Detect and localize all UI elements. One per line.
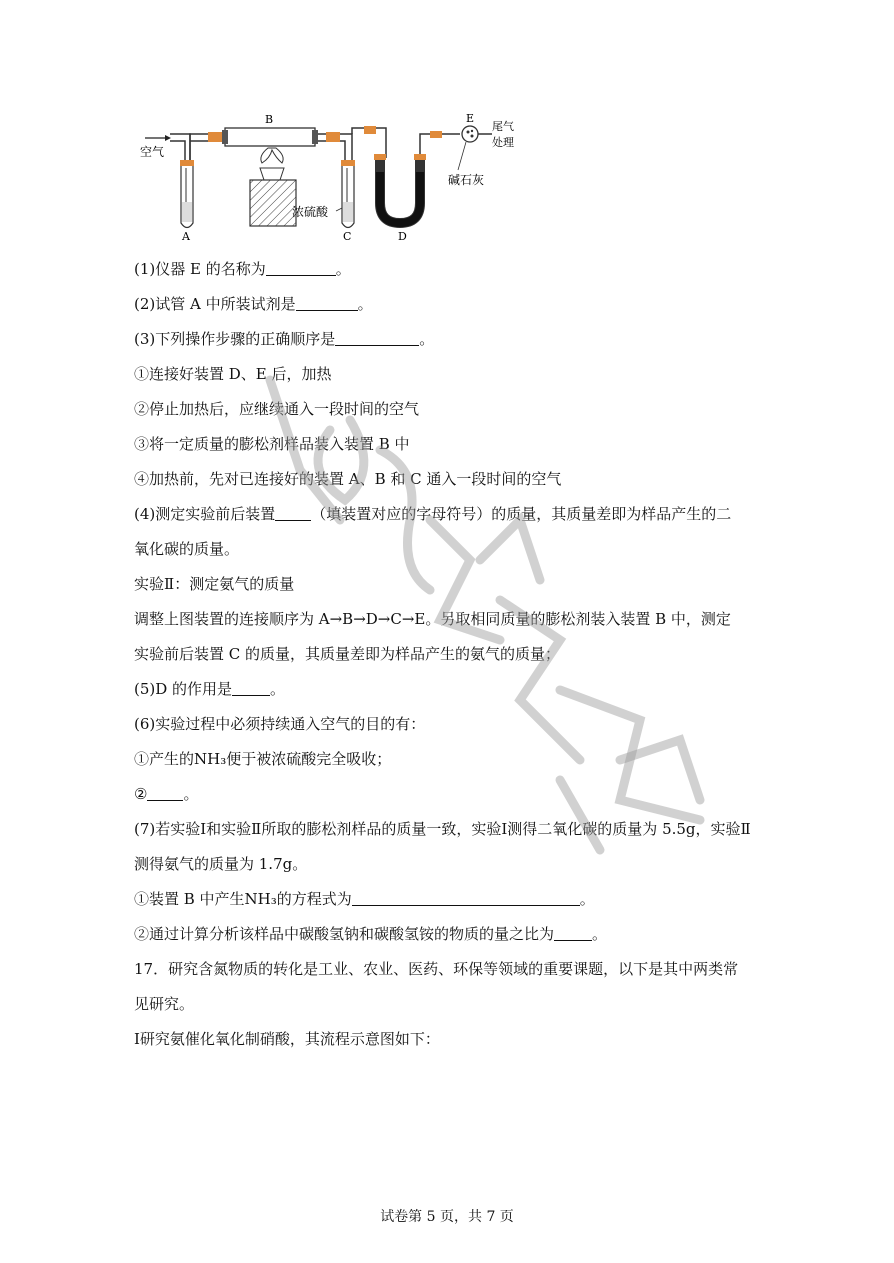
text-line: 氧化碳的质量。 [134,540,240,558]
page-footer: 试卷第 5 页，共 7 页 [380,1209,514,1225]
text-line: 17．研究含氮物质的转化是工业、农业、医药、环保等领域的重要课题，以下是其中两类常 [134,960,739,978]
text-line: ①连接好装置 D、E 后，加热 [134,365,332,383]
text-line: ②停止加热后，应继续通入一段时间的空气 [134,400,420,418]
text-line: ④加热前，先对已连接好的装置 A、B 和 C 通入一段时间的空气 [134,470,562,488]
answer-blank[interactable] [554,923,592,941]
text-line: (2)试管 A 中所装试剂是 。 [134,295,373,313]
text-line: ③将一定质量的膨松剂样品装入装置 B 中 [134,435,410,453]
label-C: C [343,230,352,243]
answer-blank[interactable] [147,783,183,801]
text-line: ①产生的NH₃便于被浓硫酸完全吸收； [134,750,392,768]
soda-lime-label: 碱石灰 [448,173,485,187]
text-line: Ⅰ研究氨催化氧化制硝酸，其流程示意图如下： [134,1030,440,1048]
text-line: ② 。 [134,785,199,803]
text-line: 见研究。 [134,995,195,1013]
answer-blank[interactable] [232,678,270,696]
question-text [134,252,774,1057]
text-line: 测得氨气的质量为 1.7g。 [134,855,308,873]
tail-gas-label-1: 尾气 [492,120,514,133]
answer-blank[interactable] [275,503,311,521]
answer-blank[interactable] [296,293,358,311]
tail-gas-label-2: 处理 [492,136,514,149]
answer-blank[interactable] [335,328,419,346]
label-B: B [265,113,274,126]
text-line: 实验前后装置 C 的质量，其质量差即为样品产生的氨气的质量； [134,645,561,663]
text-line: (7)若实验Ⅰ和实验Ⅱ所取的膨松剂样品的质量一致，实验Ⅰ测得二氧化碳的质量为 5.5g，实验Ⅱ [134,820,751,838]
label-E: E [466,112,475,125]
answer-blank[interactable] [266,258,336,276]
label-A: A [182,230,190,243]
text-line: ②通过计算分析该样品中碳酸氢钠和碳酸氢铵的物质的量之比为 。 [134,925,608,943]
text-line: (5)D 的作用是 。 [134,680,286,698]
text-line: ①装置 B 中产生NH₃的方程式为 。 [134,890,595,908]
air-label: 空气 [140,145,165,159]
text-line: (6)实验过程中必须持续通入空气的目的有： [134,715,426,733]
text-line: (4)测定实验前后装置 （填装置对应的字母符号）的质量，其质量差即为样品产生的二 [134,505,732,523]
text-line: (1)仪器 E 的名称为 。 [134,260,351,278]
text-line: (3)下列操作步骤的正确顺序是 。 [134,330,435,348]
label-D: D [398,230,407,243]
text-line: 实验Ⅱ：测定氨气的质量 [134,575,295,593]
text-line: 调整上图装置的连接顺序为 A→B→D→C→E。另取相同质量的膨松剂装入装置 B 中，测定 [134,610,731,628]
answer-blank[interactable] [352,888,580,906]
conc-acid-label: 浓硫酸 [292,205,329,219]
apparatus-diagram [130,108,530,248]
